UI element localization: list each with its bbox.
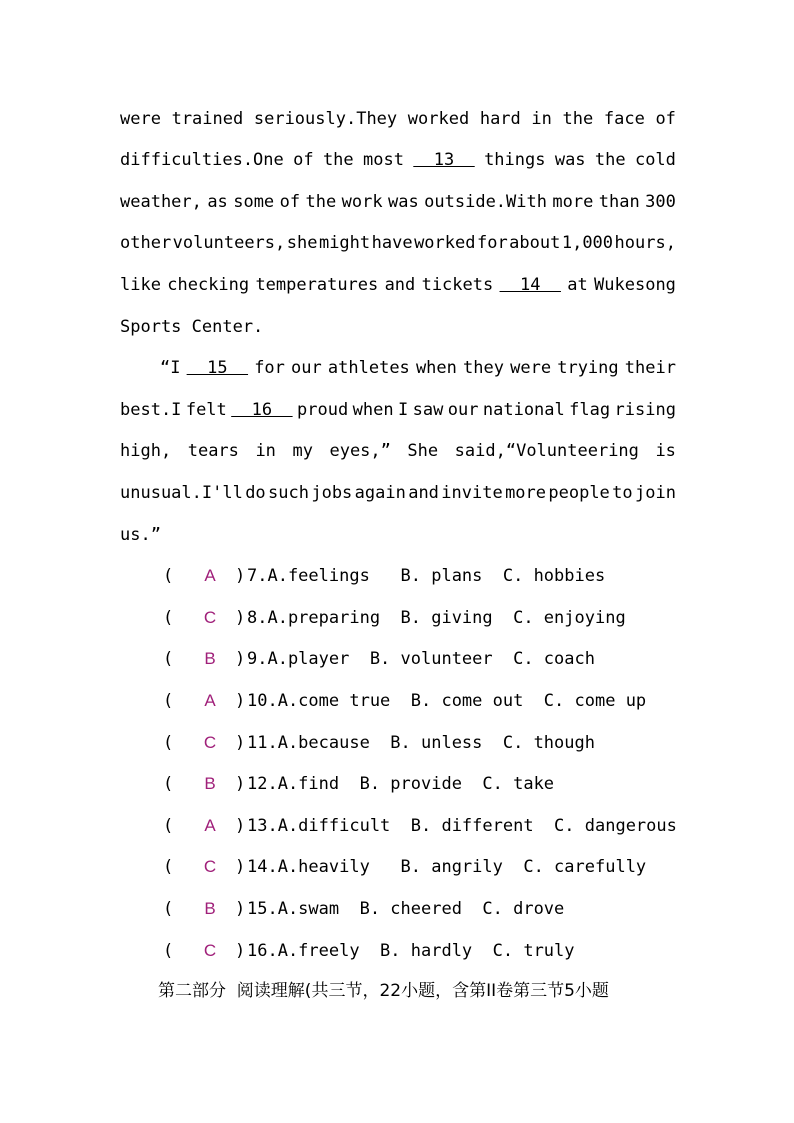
word: have <box>371 233 413 253</box>
open-paren: ( <box>163 857 174 877</box>
word: the <box>562 109 594 129</box>
word: proud <box>297 400 349 420</box>
word: trained <box>171 109 244 129</box>
word: high, <box>120 441 172 461</box>
close-paren: ) <box>235 608 246 628</box>
passage-line <box>120 108 676 130</box>
passage-line <box>120 440 676 462</box>
close-paren: ) <box>235 899 246 919</box>
passage-line <box>120 399 676 421</box>
word: tickets <box>421 275 494 295</box>
question-item <box>163 815 677 837</box>
word: of <box>655 109 676 129</box>
question-text: 9.A.player B. volunteer C. coach <box>247 649 595 669</box>
answer-letter: A <box>204 691 216 710</box>
word: invite <box>441 483 503 503</box>
open-paren: ( <box>163 691 174 711</box>
word: again <box>354 483 406 503</box>
word: temperatures <box>255 275 379 295</box>
passage-line <box>120 316 676 338</box>
blank-number: 14 <box>499 275 561 295</box>
word: flag <box>569 400 611 420</box>
word: our <box>291 358 322 378</box>
word: other <box>120 233 172 253</box>
question-item <box>163 607 626 629</box>
word: She <box>407 441 439 461</box>
word: work <box>341 192 383 212</box>
word: athletes <box>327 358 410 378</box>
word: tears <box>187 441 239 461</box>
word: Wukesong <box>594 275 676 295</box>
word: like <box>120 275 161 295</box>
question-text: 12.A.find B. provide C. take <box>247 774 555 794</box>
answer-letter: B <box>204 649 216 668</box>
word: to <box>612 483 633 503</box>
close-paren: ) <box>235 774 246 794</box>
word: as <box>207 192 228 212</box>
word: eyes,” <box>329 441 391 461</box>
question-item <box>163 690 646 712</box>
word: and <box>408 483 439 503</box>
word: join <box>635 483 676 503</box>
word: worked <box>414 233 476 253</box>
word: face <box>603 109 645 129</box>
question-text: 7.A.feelings B. plans C. hobbies <box>247 566 606 586</box>
word: for <box>254 358 285 378</box>
word: the <box>322 150 354 170</box>
open-paren: ( <box>163 899 174 919</box>
word: our <box>447 400 479 420</box>
word: people <box>548 483 610 503</box>
word: us.” <box>120 525 161 545</box>
word: when <box>415 358 457 378</box>
blank-number: 16 <box>231 400 293 420</box>
question-item <box>163 856 646 878</box>
word: she <box>286 233 318 253</box>
word: they <box>463 358 504 378</box>
word: the <box>594 150 626 170</box>
open-paren: ( <box>163 733 174 753</box>
word: for <box>476 233 508 253</box>
word: at <box>567 275 588 295</box>
open-paren: ( <box>163 608 174 628</box>
blank-number: 15 <box>186 358 249 378</box>
close-paren: ) <box>235 649 246 669</box>
close-paren: ) <box>235 566 246 586</box>
question-text: 13.A.difficult B. different C. dangerous <box>247 816 677 836</box>
answer-letter: B <box>204 774 216 793</box>
question-item <box>163 565 605 587</box>
word: than <box>598 192 640 212</box>
word: felt <box>185 400 227 420</box>
passage-line <box>120 274 676 296</box>
answer-letter: C <box>203 857 217 876</box>
word: might <box>318 233 371 253</box>
close-paren: ) <box>235 691 246 711</box>
word: more <box>552 192 594 212</box>
answer-letter: C <box>203 941 217 960</box>
word: national <box>482 400 565 420</box>
word: and <box>384 275 416 295</box>
word: such <box>268 483 309 503</box>
word: when <box>352 400 394 420</box>
word: said,“Volunteering <box>454 441 639 461</box>
word: about <box>509 233 561 253</box>
word: were <box>510 358 552 378</box>
question-item <box>163 898 564 920</box>
word: were <box>120 109 161 129</box>
close-paren: ) <box>235 941 246 961</box>
word: volunteers, <box>172 233 286 253</box>
word: 300 <box>645 192 676 212</box>
word: checking <box>167 275 250 295</box>
word: seriously.They <box>253 109 398 129</box>
word: difficulties.One <box>120 150 284 170</box>
passage-line <box>120 482 676 504</box>
word: of <box>279 192 301 212</box>
close-paren: ) <box>235 733 246 753</box>
passage-line <box>120 232 676 254</box>
open-paren: ( <box>163 816 174 836</box>
word: of <box>293 150 314 170</box>
word: 1,000 <box>561 233 614 253</box>
section-heading: 第二部分 阅读理解(共三节，22小题，含第II卷第三节5小题 <box>158 981 609 1001</box>
word: trying <box>557 358 619 378</box>
word: I <box>397 400 409 420</box>
word: hours, <box>614 233 676 253</box>
word: in <box>531 109 552 129</box>
word: Sports Center. <box>120 317 264 337</box>
open-paren: ( <box>163 774 174 794</box>
word: unusual.I'll <box>120 483 243 503</box>
word: was <box>388 192 419 212</box>
word: my <box>292 441 313 461</box>
word: worked <box>407 109 470 129</box>
answer-letter: A <box>204 816 216 835</box>
question-item <box>163 648 595 670</box>
word: the <box>305 192 337 212</box>
word: rising <box>614 400 676 420</box>
word: cold <box>634 150 676 170</box>
word: most <box>363 150 404 170</box>
open-paren: ( <box>163 649 174 669</box>
question-text: 8.A.preparing B. giving C. enjoying <box>247 608 626 628</box>
word: their <box>624 358 676 378</box>
passage-line <box>120 149 676 171</box>
word: in <box>255 441 276 461</box>
word: outside.With <box>424 192 547 212</box>
question-text: 16.A.freely B. hardly C. truly <box>247 941 575 961</box>
answer-letter: B <box>204 899 216 918</box>
word: hard <box>479 109 521 129</box>
question-item <box>163 773 554 795</box>
passage-line <box>120 524 676 546</box>
answer-letter: C <box>203 608 217 627</box>
question-text: 11.A.because B. unless C. though <box>247 733 595 753</box>
question-item <box>163 732 595 754</box>
close-paren: ) <box>235 857 246 877</box>
word: saw <box>412 400 444 420</box>
word: do <box>245 483 266 503</box>
question-text: 10.A.come true B. come out C. come up <box>247 691 647 711</box>
word: things <box>484 150 546 170</box>
word: more <box>505 483 547 503</box>
close-paren: ) <box>235 816 246 836</box>
answer-letter: C <box>203 733 217 752</box>
word: “I <box>160 358 181 378</box>
question-text: 15.A.swam B. cheered C. drove <box>247 899 565 919</box>
word: was <box>554 150 586 170</box>
passage-line <box>160 357 676 379</box>
word: some <box>233 192 275 212</box>
blank-number: 13 <box>413 150 475 170</box>
open-paren: ( <box>163 941 174 961</box>
word: jobs <box>311 483 353 503</box>
word: best.I <box>120 400 182 420</box>
word: is <box>655 441 676 461</box>
passage-line <box>120 191 676 213</box>
open-paren: ( <box>163 566 174 586</box>
word: weather, <box>120 192 202 212</box>
question-item <box>163 940 575 962</box>
answer-letter: A <box>204 566 216 585</box>
question-text: 14.A.heavily B. angrily C. carefully <box>247 857 647 877</box>
